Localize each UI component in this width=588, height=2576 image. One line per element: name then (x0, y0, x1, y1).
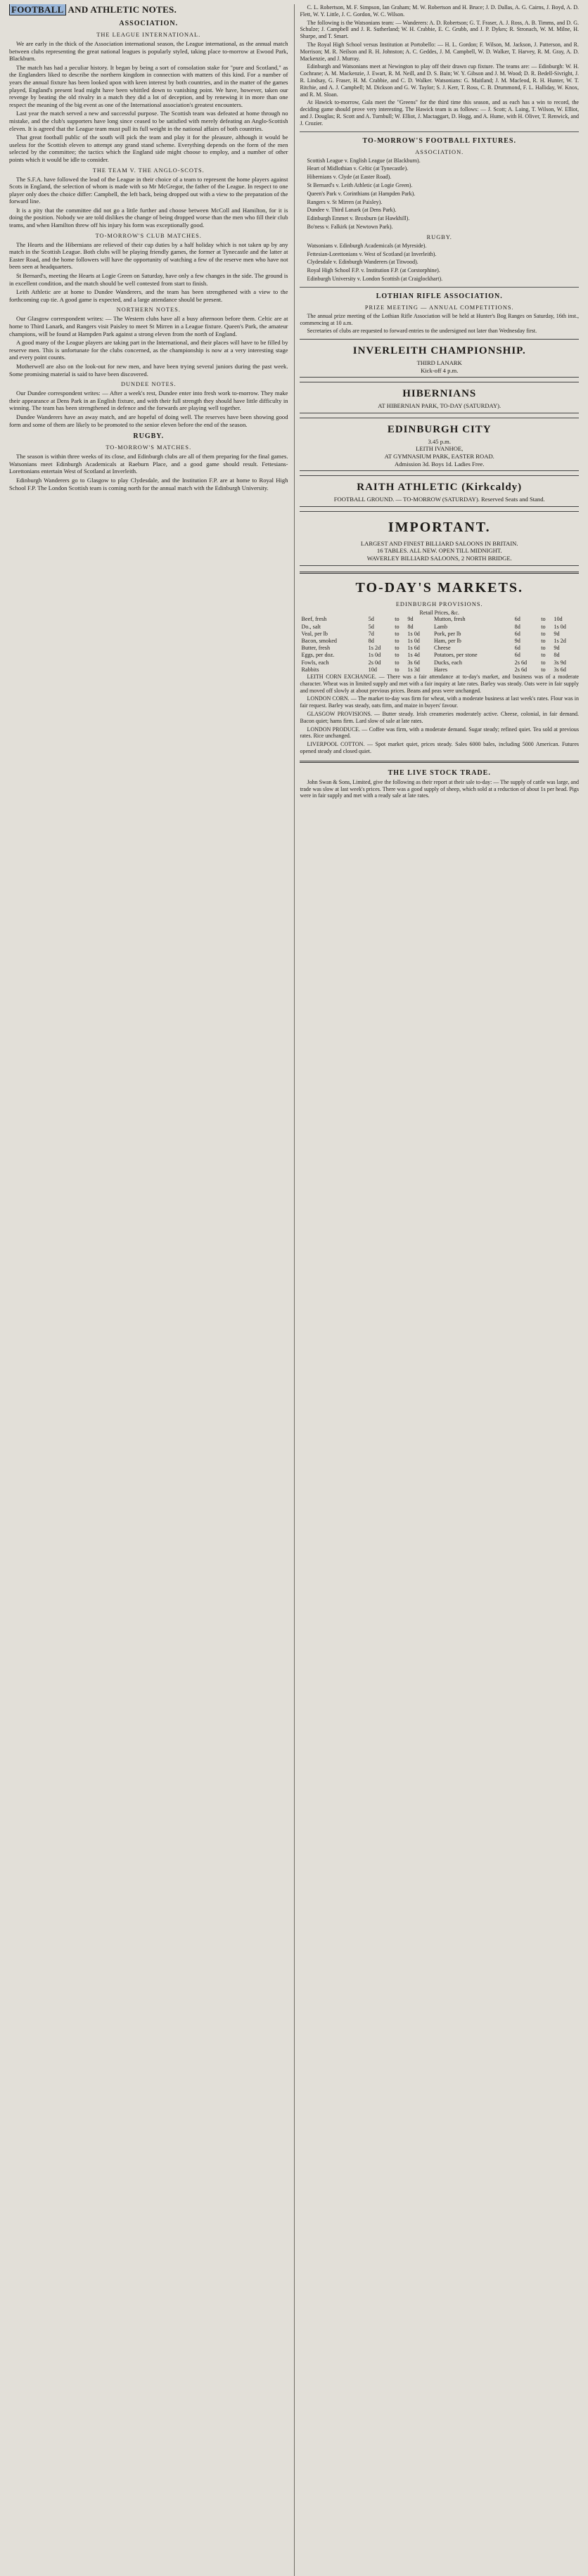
price-cell: 8d (554, 652, 560, 659)
price-cell: to (395, 616, 400, 623)
divider (300, 761, 579, 763)
price-cell: 1s 0d (407, 630, 420, 637)
section-masthead (9, 4, 288, 15)
price-row (300, 659, 579, 666)
prices-table (300, 616, 579, 674)
fixture-line: Bo'ness v. Falkirk (at Newtown Park). (307, 223, 393, 230)
price-cell: 6d (514, 616, 520, 623)
market-paragraph: GLASGOW PROVISIONS. — Butter steady. Irish creameries moderately active. Cheese, colonial, in fair demand. Bacon quiet; hams firm. Lard slow of sale at late rates. (300, 711, 579, 724)
price-cell: 9d (407, 616, 414, 623)
lineup-paragraph: The Royal High School versus Institution at Portobello: — H. L. Gordon; F. Wilson, M. Jackson, J. Patterson, and R. Morrison; M. R. Neilson and R. H. Johnston; A. C. Geddes, J. M. Campbell, W. D. Walker, T. Harvey, R. M. Gray, A. D. Mackenzie, and J. Murray. (300, 41, 579, 62)
price-cell: 6d (514, 645, 520, 652)
price-cell: 7d (368, 630, 374, 637)
advert-title: INVERLEITH CHAMPIONSHIP. (352, 345, 526, 357)
livestock-paragraph: John Swan & Sons, Limited, give the following as their report at their sale to-day: — The supply of cattle was large, and trade was slow at last week's prices. There was a good supply of sheep, which sold at a reduction of about 1s per head. Pigs were in fair supply and met with a ready sale at late rates. (300, 778, 579, 799)
advert-sub: FOOTBALL GROUND. — TO-MORROW (SATURDAY). Reserved Seats and Stand. (333, 496, 545, 503)
fixture-line: Royal High School F.P. v. Institution F.P. (at Corstorphine). (307, 267, 440, 274)
price-cell: Rabbits (301, 666, 319, 673)
advert-admission: Admission 3d. Boys 1d. Ladies Free. (395, 460, 485, 468)
price-cell: to (395, 659, 400, 666)
price-cell: Cheese (433, 645, 451, 652)
advert-title: IMPORTANT. (388, 519, 491, 535)
price-cell: to (395, 623, 400, 630)
fixture-line: Clydesdale v. Edinburgh Wanderers (at Titwood). (307, 259, 418, 266)
provisions-sub: Retail Prices, &c. (419, 609, 459, 616)
heading-livestock: THE LIVE STOCK TRADE. (388, 768, 491, 777)
price-cell: 10d (368, 666, 377, 673)
fixture-line: Watsonians v. Edinburgh Academicals (at Myreside). (307, 242, 427, 249)
price-cell: Ham, per lb (433, 638, 461, 645)
heading-lothian: LOTHIAN RIFLE ASSOCIATION. (376, 292, 503, 300)
price-cell: 8d (407, 623, 414, 630)
price-cell: to (395, 666, 400, 673)
price-row (300, 631, 579, 638)
price-cell: 5d (368, 616, 374, 623)
price-cell: to (541, 623, 546, 630)
lineup-paragraph: The following is the Watsonians team: — Wanderers: A. D. Robertson; G. T. Fraser, A. J. Ross, A. B. Timms, and D. G. Schulze; J. Campbell and J. R. Sutherland; W. H. Crabbie, E. C. Grubb, and J. P. Dykes; R. Stronach, W. M. Milne, H. Sharpe, and T. Smart. (300, 19, 579, 40)
lineup-paragraph: C. L. Robertson, M. F. Simpson, Ian Graham; M. W. Robertson and H. Bruce; J. D. Dallas, A. G. Cairns, J. Boyd, A. D. Flett, W. Y. Little, J. C. Gordon, W. C. Wilson. (300, 4, 579, 18)
heading-fixtures-assoc: ASSOCIATION. (415, 148, 464, 155)
fixture-line: Queen's Park v. Corinthians (at Hampden Park). (307, 190, 416, 197)
advert-raith (300, 475, 579, 507)
markets-title: TO-DAY'S MARKETS. (355, 579, 523, 595)
price-cell: to (541, 630, 546, 637)
heading-international: THE LEAGUE INTERNATIONAL. (96, 32, 201, 38)
right-column (296, 4, 582, 2576)
price-cell: 1s 0d (407, 638, 420, 645)
price-cell: to (541, 659, 546, 666)
market-paragraph: LIVERPOOL COTTON. — Spot market quiet, prices steady. Sales 6000 bales, including 5000 American. Futures opened steady and closed quiet. (300, 741, 579, 755)
lothian-sub: PRIZE MEETING — ANNUAL COMPETITIONS. (364, 304, 514, 311)
dundee-paragraph: Dundee Wanderers have an away match, and are hopeful of doing well. The reserves have been showing good form and some of them are likely to be promoted to the senior eleven before the end of the season. (9, 413, 288, 428)
price-cell: Mutton, fresh (433, 616, 466, 623)
price-cell: 8d (514, 623, 520, 630)
price-cell: 1s 2d (554, 638, 566, 645)
fixture-line: Edinburgh Emmet v. Broxburn (at Hawkhill). (307, 215, 410, 222)
price-cell: 9d (554, 645, 560, 652)
price-cell: Bacon, smoked (301, 638, 337, 645)
team-paragraph: It is a pity that the committee did not go a little further and choose between McColl and Hamilton, for it is doing the position. Nobody we are told dislikes the change of being dropped worse than the men who fill their club teams, and when Hamilton threw off his injury his form was exceptionally good. (9, 206, 288, 229)
fixture-line: Edinburgh University v. London Scottish (at Craiglockhart). (307, 275, 443, 282)
price-row (300, 652, 579, 659)
advert-title: HIBERNIANS (402, 388, 477, 400)
price-cell: 2s 0d (368, 659, 381, 666)
advert-title: RAITH ATHLETIC (Kirkcaldy) (357, 482, 523, 494)
price-cell: 3s 9d (554, 659, 566, 666)
heading-association: ASSOCIATION. (119, 20, 179, 27)
price-cell: 1s 0d (368, 652, 381, 659)
price-cell: Potatoes, per stone (433, 652, 478, 659)
advert-sub: THIRD LANARK (416, 359, 462, 367)
price-cell: Butter, fresh (301, 645, 331, 652)
advert-detail: 16 TABLES. ALL NEW. OPEN TILL MIDNIGHT. (376, 547, 502, 555)
market-paragraph: LEITH CORN EXCHANGE. — There was a fair attendance at to-day's market, and business was of a moderate character. Wheat was in limited supply and met with a fair inquiry at late rates. Barley was steady. Oats were in fair supply and moved off slowly at about previous prices. Beans and peas were unchanged. (300, 674, 579, 694)
price-cell: Eggs, per doz. (301, 652, 335, 659)
price-cell: to (395, 645, 400, 652)
price-row (300, 616, 579, 623)
price-cell: to (541, 638, 546, 645)
masthead-badge: FOOTBALL (9, 4, 66, 15)
advert-place: AT GYMNASIUM PARK, EASTER ROAD. (384, 453, 494, 461)
heading-rugby-sub: TO-MORROW'S MATCHES. (106, 444, 192, 451)
price-cell: 8d (368, 638, 374, 645)
price-cell: to (541, 652, 546, 659)
provisions-title: EDINBURGH PROVISIONS. (395, 600, 483, 607)
team-paragraph: The S.F.A. have followed the lead of the League in their choice of a team to represent the home players against Scots in England, the selection of whom is made with so Mr McGregor, the father of the League. In respect to one player only does the choice differ: Campbell, the left back, being dropped out with a view to the preparation of the forward line. (9, 175, 288, 205)
advert-footer: WAVERLEY BILLIARD SALOONS, 2 NORTH BRIDGE. (366, 555, 512, 562)
market-paragraph: LONDON PRODUCE. — Coffee was firm, with a moderate demand. Sugar steady; refined quiet. Tea sold at previous rates. Rice unchanged. (300, 726, 579, 740)
price-cell: to (541, 645, 546, 652)
price-cell: to (395, 630, 400, 637)
price-cell: 6d (514, 630, 520, 637)
advert-hibernians (300, 382, 579, 413)
fixture-line: Scottish League v. English League (at Blackburn). (307, 157, 421, 164)
price-cell: Pork, per lb (433, 630, 461, 637)
heading-team: THE TEAM V. THE ANGLO-SCOTS. (92, 167, 205, 174)
price-cell: to (541, 616, 546, 623)
intro-paragraph: We are early in the thick of the Association international season, the League international, as the annual match between clubs representing the great national leagues is popularly styled, taking place to-morrow at Ewood Park, Blackburn. (9, 40, 288, 63)
price-cell: 2s 6d (514, 659, 528, 666)
rugby-paragraph: Edinburgh Wanderers go to Glasgow to play Clydesdale, and the Institution F.P. are at home to Royal High School F.P. The London Scottish team is coming north for the annual match with the Edinburgh University. (9, 476, 288, 491)
advert-sub: AT HIBERNIAN PARK, TO-DAY (SATURDAY). (378, 402, 501, 410)
fixture-line: Heart of Midlothian v. Celtic (at Tynecastle). (307, 165, 409, 172)
column-divider (294, 4, 295, 2576)
heading-dundee-notes: DUNDEE NOTES. (120, 381, 177, 388)
price-cell: 9d (554, 630, 560, 637)
notes-paragraph: Our Glasgow correspondent writes: — The Western clubs have all a busy afternoon before them. Celtic are at home to Third Lanark, and Rangers visit Paisley to meet St Mirren in a League fixture. Queen's Park, the amateur champions, will be found at Hampden Park against a strong eleven from the north of England. (9, 315, 288, 337)
price-cell: 3s 6d (554, 666, 566, 673)
divider (300, 572, 579, 574)
price-row (300, 666, 579, 674)
notes-paragraph: Motherwell are also on the look-out for new men, and have been trying several juniors during the past week. Some promising material is said to have been discovered. (9, 362, 288, 378)
price-cell: 1s 3d (407, 666, 420, 673)
price-cell: 1s 0d (554, 623, 566, 630)
lineup-paragraph: Edinburgh and Watsonians meet at Newington to play off their drawn cup fixture. The teams are: — Edinburgh: W. H. Cochrane; A. M. Mackenzie, J. Ewart, R. M. Neill, and D. S. Bain; W. Y. Gibson and J. M. Wood; D. R. Bedell-Sivright, J. R. Lindsay, G. Fraser, H. M. Crabbie, and C. D. Walker. Watsonians: G. Maitland; J. M. Macleod, R. H. Hunter, W. T. Ritchie, and A. J. Campbell; M. Dickson and G. W. Taylor; S. J. Kerr, T. Ross, C. B. Drummond, F. L. Halliday, W. Knox, and R. M. Sloan. (300, 63, 579, 98)
heading-fixtures: TO-MORROW'S FOOTBALL FIXTURES. (362, 136, 516, 145)
market-paragraph: LONDON CORN. — The market to-day was firm for wheat, with a moderate business at last week's rates. Flour was in fair request. Barley was steady, oats firm, and maize in buyers' favour. (300, 695, 579, 709)
price-cell: 6d (514, 652, 520, 659)
tomorrow-paragraph: Leith Athletic are at home to Dundee Wanderers, and the team has been strengthened with a view to the forthcoming cup tie. A good game is expected, and a large attendance should be present. (9, 288, 288, 303)
price-row (300, 645, 579, 652)
price-cell: Beef, fresh (301, 616, 327, 623)
price-cell: 2s 6d (514, 666, 528, 673)
price-cell: to (541, 666, 546, 673)
heading-northern-notes: NORTHERN NOTES. (116, 307, 181, 314)
divider (300, 131, 579, 132)
price-cell: 9d (514, 638, 520, 645)
price-cell: Fowls, each (301, 659, 329, 666)
rugby-paragraph: The season is within three weeks of its close, and Edinburgh clubs are all of them preparing for the final games. Watsonians meet Edinburgh Academicals at Raeburn Place, and a good game should result. Fettesians-Lorettonians entertain West of Scotland at Inverleith. (9, 453, 288, 475)
advert-time: 3.45 p.m. (428, 437, 451, 445)
price-cell: 10d (554, 616, 563, 623)
masthead-title: AND ATHLETIC NOTES. (68, 4, 177, 15)
lothian-line: Secretaries of clubs are requested to forward entries to the undersigned not later than Wednesday first. (307, 328, 537, 335)
fixture-line: Fettesian-Lorettonians v. West of Scotland (at Inverleith). (307, 250, 437, 257)
notes-paragraph: A good many of the League players are taking part in the International, and their places will have to be filled by reserve men. This is unfortunate for the clubs concerned, as the championship is now at a very interesting stage and every point counts. (9, 339, 288, 361)
tomorrow-paragraph: St Bernard's, meeting the Hearts at Logie Green on Saturday, have only a few changes in the side. The ground is in excellent condition, and the match should be well contested from start to finish. (9, 272, 288, 287)
price-cell: Lamb (433, 623, 448, 630)
price-cell: Veal, per lb (301, 630, 328, 637)
heading-tomorrow: TO-MORROW'S CLUB MATCHES. (95, 232, 202, 239)
fixture-line: Hibernians v. Clyde (at Easter Road). (307, 174, 392, 181)
heading-fixtures-rugby: RUGBY. (426, 233, 452, 240)
price-cell: 1s 2d (368, 645, 381, 652)
advert-sub: LARGEST AND FINEST BILLIARD SALOONS IN BRITAIN. (360, 539, 518, 547)
price-cell: 3s 6d (407, 659, 420, 666)
intro-paragraph: Last year the match served a new and successful purpose. The Scottish team was defeated at home through no mistake, and the club's supporters have long since ceased to be satisfied with merely defeating an Anglo-Scottish eleven. It is agreed that the League team must pull its full weight in the national affairs of both countries. (9, 110, 288, 132)
price-cell: Do., salt (301, 623, 321, 630)
price-row (300, 624, 579, 631)
intro-paragraph: The match has had a peculiar history. It began by being a sort of consolation stake for "pure and Scotland," as the Englanders liked to describe the northern kingdom in connection with matters of this kind. For a number of years the annual fixture has been looked upon with keen interest by both countries, and in the matter of the games played, England's present lead might have been whittled down to vanishing point. We have, however, taken our revenge by beating the old rivalry in a match they did a lot of deception, and by renewing it in more than one respect the meaning of the big event as one of the International association's greatest encounters. (9, 63, 288, 108)
price-row (300, 638, 579, 645)
advert-vs: LEITH IVANHOE, (416, 445, 464, 453)
fixture-line: St Bernard's v. Leith Athletic (at Logie Green). (307, 181, 413, 188)
lineup-paragraph: At Hawick to-morrow, Gala meet the "Greens" for the third time this season, and as each has a win to record, the deciding game should prove very interesting. The Hawick team is as follows: — J. Scott; A. Laing, T. Wilson, W. Elliot, and J. Douglas; R. Scott and A. Turnbull; W. Elliot, J. Mactaggart, D. Hogg, and A. Hume, with H. Oliver, T. Renwick, and J. Crozier. (300, 99, 579, 127)
fixture-line: Rangers v. St Mirren (at Paisley). (307, 198, 383, 205)
tomorrow-paragraph: The Hearts and the Hibernians are relieved of their cup duties by a half holiday which is not taken up by any match in the Scottish League. Both clubs will be playing friendly games, the former at Tynecastle and the latter at Easter Road, and the home followers will have the opportunity of watching a few of the reserve men who have not been seen at headquarters. (9, 240, 288, 271)
dundee-paragraph: Our Dundee correspondent writes: — After a week's rest, Dundee enter into fresh work to-morrow. They make their appearance at Dens Park in an English fixture, and with their full strength they should have little difficulty in winning. The team has been strengthened in defence and the forwards are playing well together. (9, 389, 288, 412)
advert-edinburgh-city (300, 418, 579, 471)
intro-paragraph: That great football public of the south will pick the team and play it for the pleasure, although it would be useless for the Scottish eleven to attempt any grand stand scheme. Everything depends on the form of the men selected by the committee; the tactics which the England side might choose to employ, and a number of other points which it would be idle to consider. (9, 134, 288, 163)
divider (300, 287, 579, 288)
price-cell: 1s 6d (407, 645, 420, 652)
price-cell: 1s 4d (407, 652, 420, 659)
price-cell: to (395, 638, 400, 645)
fixture-line: Dundee v. Third Lanark (at Dens Park). (307, 207, 397, 214)
price-cell: Hares (433, 666, 448, 673)
advert-title: EDINBURGH CITY (387, 423, 492, 435)
lothian-line: The annual prize meeting of the Lothian Rifle Association will be held at Hunter's Bog Ranges on Saturday, 16th inst., commencing at 10 a.m. (300, 312, 579, 326)
advert-billiards (300, 511, 579, 566)
advert-date: Kick-off 4 p.m. (421, 366, 459, 374)
heading-rugby: RUGBY. (133, 432, 165, 441)
left-column (6, 4, 292, 2576)
price-cell: to (395, 652, 400, 659)
price-cell: 5d (368, 623, 374, 630)
advert-inverleith (300, 339, 579, 378)
price-cell: Ducks, each (433, 659, 462, 666)
